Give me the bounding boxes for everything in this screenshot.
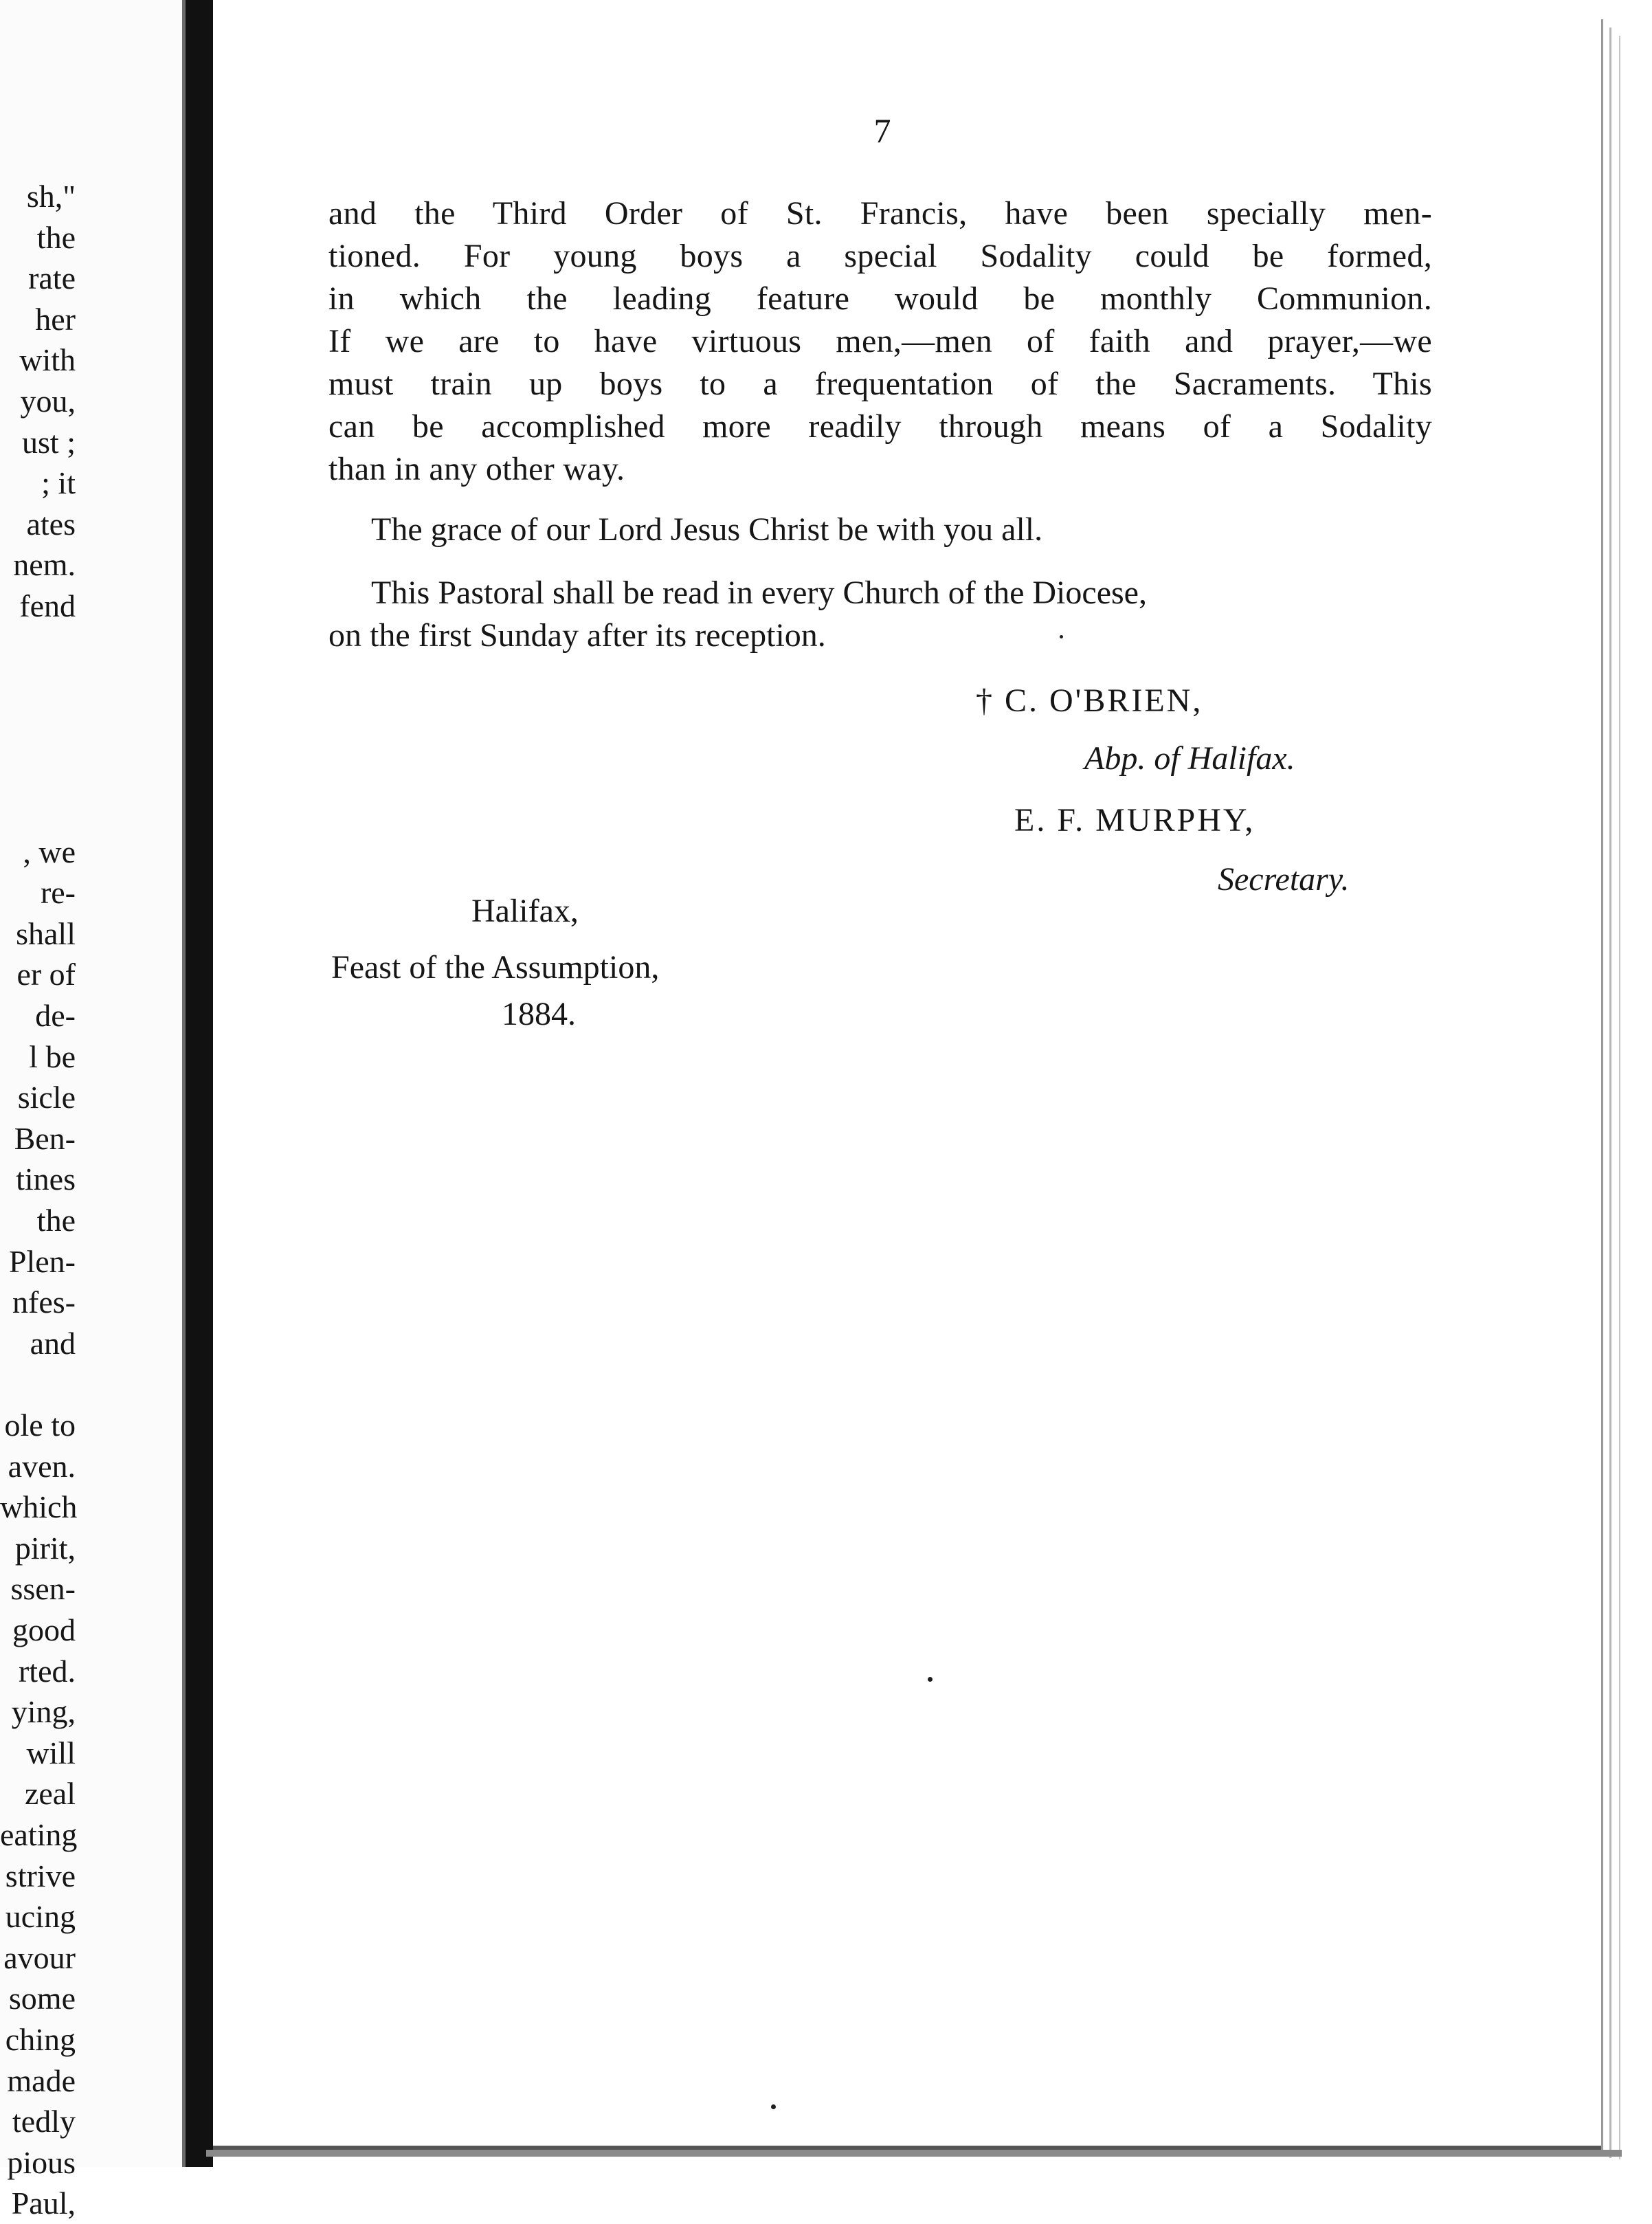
scan-speck [771,2104,776,2109]
dateline-year: 1884. [502,996,576,1032]
left-facing-page [0,0,186,2221]
left-page-line: will [26,1735,76,1770]
body-line: in which the leading feature would be monthly Communion. [328,280,1432,317]
secretary-signature: E. F. MURPHY, [1014,802,1255,838]
left-page-line: ust ; [22,425,76,460]
left-page-line: strive [5,1858,76,1893]
instruction-line: This Pastoral shall be read in every Church of the Diocese, [371,575,1147,611]
left-page-line: er of [16,957,76,992]
left-page-line: rate [28,260,76,296]
left-page-line: good [12,1612,76,1647]
scan-speck [928,1677,933,1682]
left-page-line: pious [7,2145,76,2180]
body-line: If we are to have virtuous men,—men of faith and prayer,—we [328,323,1432,359]
page-bottom-shadow [206,2150,1622,2157]
left-page-line: sh," [26,179,76,214]
book-gutter [186,0,213,2167]
body-line: tioned. For young boys a special Sodality could be formed, [328,238,1432,274]
left-page-line: pirit, [14,1531,76,1566]
left-page-line: l be [29,1039,76,1074]
page-edge [1601,19,1603,2157]
left-page-line: you, [20,383,76,419]
page-edge [1619,36,1620,2159]
dateline-feast: Feast of the Assumption, [331,949,660,986]
dateline-place: Halifax, [471,893,579,929]
page-number: 7 [873,111,891,150]
left-page-line: made [7,2063,76,2098]
left-page-line: nem. [13,547,76,582]
left-page-line: rted. [18,1654,76,1689]
left-page-line: shall [16,916,76,951]
left-page-line: de- [35,998,76,1033]
body-line: can be accomplished more readily through means of a Sodality [328,408,1432,445]
left-page-line: ching [5,2022,76,2057]
left-page-line: eating [0,1817,78,1852]
continued-paragraph [328,192,1432,491]
left-page-line: Ben- [14,1121,76,1156]
left-page-line: Plen- [8,1244,76,1279]
left-page-line: ssen- [10,1571,76,1606]
left-page-line: ; it [41,465,76,500]
left-page-line: Paul, [11,2186,76,2221]
left-page-line: fend [19,588,76,623]
left-page-line: zeal [24,1776,76,1811]
scan-speck [1060,635,1063,638]
reading-instruction [328,572,1147,657]
left-page-line: avour [3,1940,76,1975]
left-page-line: , we [23,834,76,869]
left-page-line: ates [26,507,76,542]
left-page-line: ucing [5,1899,76,1934]
left-page-line: which [0,1489,78,1524]
left-page-line: sicle [17,1080,76,1115]
left-page-line: with [19,342,76,377]
archbishop-title: Abp. of Halifax. [1084,740,1295,777]
left-page-line: the [36,1203,76,1238]
left-page-line: tedly [12,2104,76,2139]
body-line: and the Third Order of St. Francis, have been specially men- [328,195,1432,232]
secretary-title: Secretary. [1218,861,1350,898]
body-line: must train up boys to a frequentation of the Sacraments. This [328,366,1432,402]
body-line: than in any other way. [328,451,625,487]
benediction: The grace of our Lord Jesus Christ be with you all. [371,511,1043,548]
left-page-line: some [8,1981,76,2016]
page-edge [1609,27,1611,2158]
left-page-line: re- [40,875,76,910]
left-page-line: nfes- [12,1285,76,1320]
left-page-line: aven. [8,1449,76,1484]
left-page-line: and [30,1326,76,1361]
left-page-line: ole to [4,1408,76,1443]
left-page-line: ying, [11,1694,76,1729]
archbishop-signature: † C. O'BRIEN, [976,682,1203,719]
left-page-line: her [35,302,76,337]
instruction-line: on the first Sunday after its reception. [328,617,826,654]
left-page-line: tines [16,1161,76,1197]
left-page-line: the [36,220,76,255]
